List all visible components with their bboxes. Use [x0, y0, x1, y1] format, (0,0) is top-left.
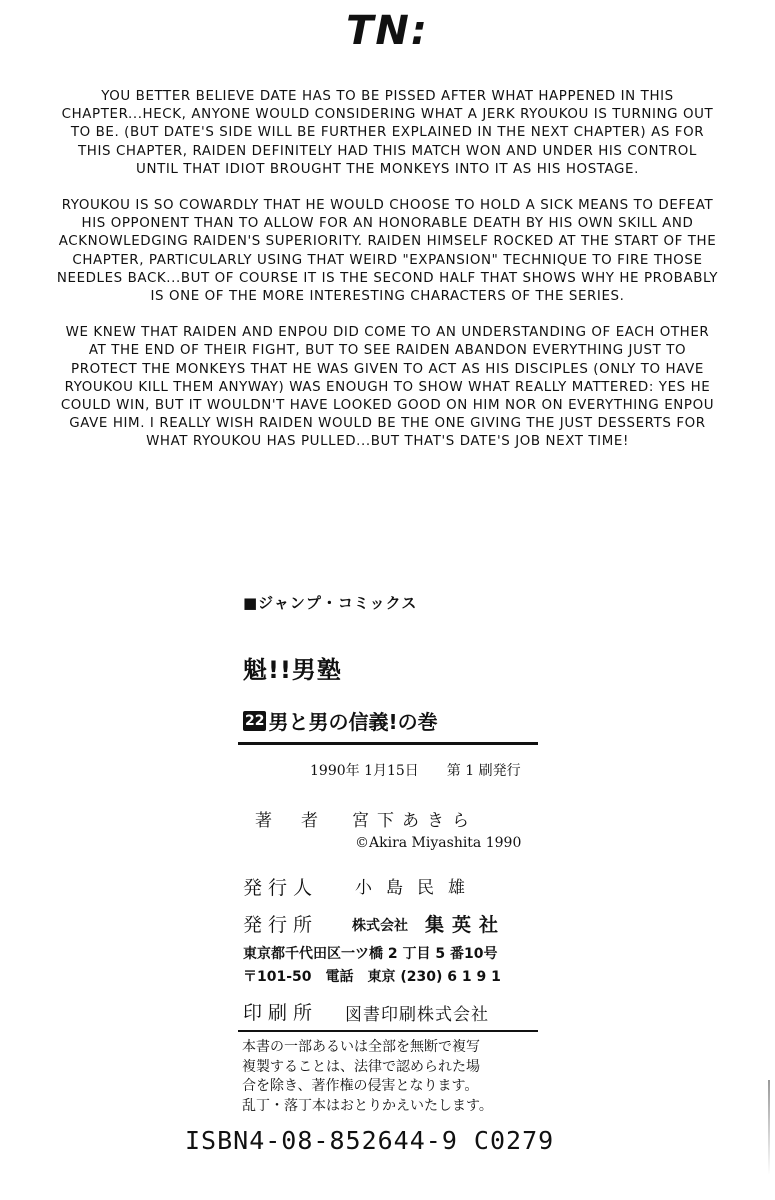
isbn: ISBN4-08-852644-9 C0279 [185, 1126, 555, 1155]
notice-line: 複製することは、法律で認められた場 [242, 1058, 480, 1075]
volume-title: 男と男の信義!の巻 [268, 710, 438, 734]
copyright: ©Akira Miyashita 1990 [355, 835, 522, 851]
volume-title-row [243, 706, 438, 735]
publisher-person-label: 発行人 [243, 877, 319, 899]
tn-paragraph-3: WE KNEW THAT RAIDEN AND ENPOU DID COME TO AN UNDERSTANDING OF EACH OTHER AT THE END OF THEIR FIGHT, BUT TO SEE RAIDEN ABANDON EVERYTHING JUST TO PROTECT THE MONKEYS THAT HE WAS GIVEN TO ACT AS HIS DISCIPLES (ONLY TO HAVE RYOUKOU KILL THEM ANYWAY) WAS ENOUGH TO SHOW WHAT REALLY MATTERED: YES HE COULD WIN, BUT IT WOULDN'T HAVE LOOKED GOOD ON HIM NOR ON EVERYTHING ENPOU GAVE HIM. I REALLY WISH RAIDEN WOULD BE THE ONE GIVING THE JUST DESSERTS FOR WHAT RYOUKOU HAS PULLED...BUT THAT'S DATE'S JOB NEXT TIME! [60, 325, 715, 450]
divider [238, 1030, 538, 1032]
imprint-label: ■ジャンプ・コミックス [243, 594, 418, 612]
notice-line: 合を除き、著作権の侵害となります。 [242, 1078, 479, 1094]
publisher-person-name: 小島民雄 [355, 878, 479, 898]
publisher-address: 東京都千代田区一ツ橋 2 丁目 5 番10号 [243, 946, 498, 962]
publisher-label: 発行所 [243, 914, 319, 936]
copyright-notice [242, 1038, 542, 1116]
tn-paragraph-2: RYOUKOU IS SO COWARDLY THAT HE WOULD CHOOSE TO HOLD A SICK MEANS TO DEFEAT HIS OPPONENT THAN TO ALLOW FOR AN HONORABLE DEATH BY HIS OWN SKILL AND ACKNOWLEDGING RAIDEN'S SUPERIORITY. RAIDEN HIMSELF ROCKED AT THE START OF THE CHAPTER, PARTICULARLY USING THAT WEIRD "EXPANSION" TECHNIQUE TO FIRE THOSE NEEDLES BACK...BUT OF COURSE IT IS THE SECOND HALF THAT SHOWS WHY HE PROBABLY IS ONE OF THE MORE INTERESTING CHARACTERS OF THE SERIES. [56, 198, 719, 305]
publisher-type: 株式会社 [352, 918, 408, 934]
publisher-phone: 〒101-50 電話 東京 (230) 6 1 9 1 [243, 969, 501, 985]
divider [238, 742, 538, 745]
author-label: 著 者 [255, 811, 324, 831]
printer-label: 印刷所 [243, 1002, 319, 1024]
translator-note-body [55, 88, 720, 470]
publication-date: 1990年 1月15日 第 1 刷発行 [310, 763, 521, 779]
author-name: 宮下あきら [352, 811, 477, 831]
printer-name: 図書印刷株式会社 [345, 1005, 489, 1025]
series-title: 魁!!男塾 [243, 656, 342, 684]
notice-line: 乱丁・落丁本はおとりかえいたします。 [242, 1097, 493, 1114]
tn-paragraph-1: YOU BETTER BELIEVE DATE HAS TO BE PISSED AFTER WHAT HAPPENED IN THIS CHAPTER...HECK, ANYONE WOULD CONSIDERING WHAT A JERK RYOUKOU IS TURNING OUT TO BE. (BUT DATE'S SIDE WILL BE FURTHER EXPLAINED IN THE NEXT CHAPTER) AS FOR THIS CHAPTER, RAIDEN DEFINITELY HAD THIS MATCH WON AND UNDER HIS CONTROL UNTIL THAT IDIOT BROUGHT THE MONKEYS INTO IT AS HIS HOSTAGE. [61, 89, 714, 177]
translator-note-title: TN: [346, 8, 429, 54]
publisher-name: 集英社 [425, 914, 507, 936]
volume-number-badge: 22 [245, 712, 265, 729]
scan-edge-mark [768, 1080, 770, 1175]
notice-line: 本書の一部あるいは全部を無断で複写 [242, 1039, 480, 1055]
